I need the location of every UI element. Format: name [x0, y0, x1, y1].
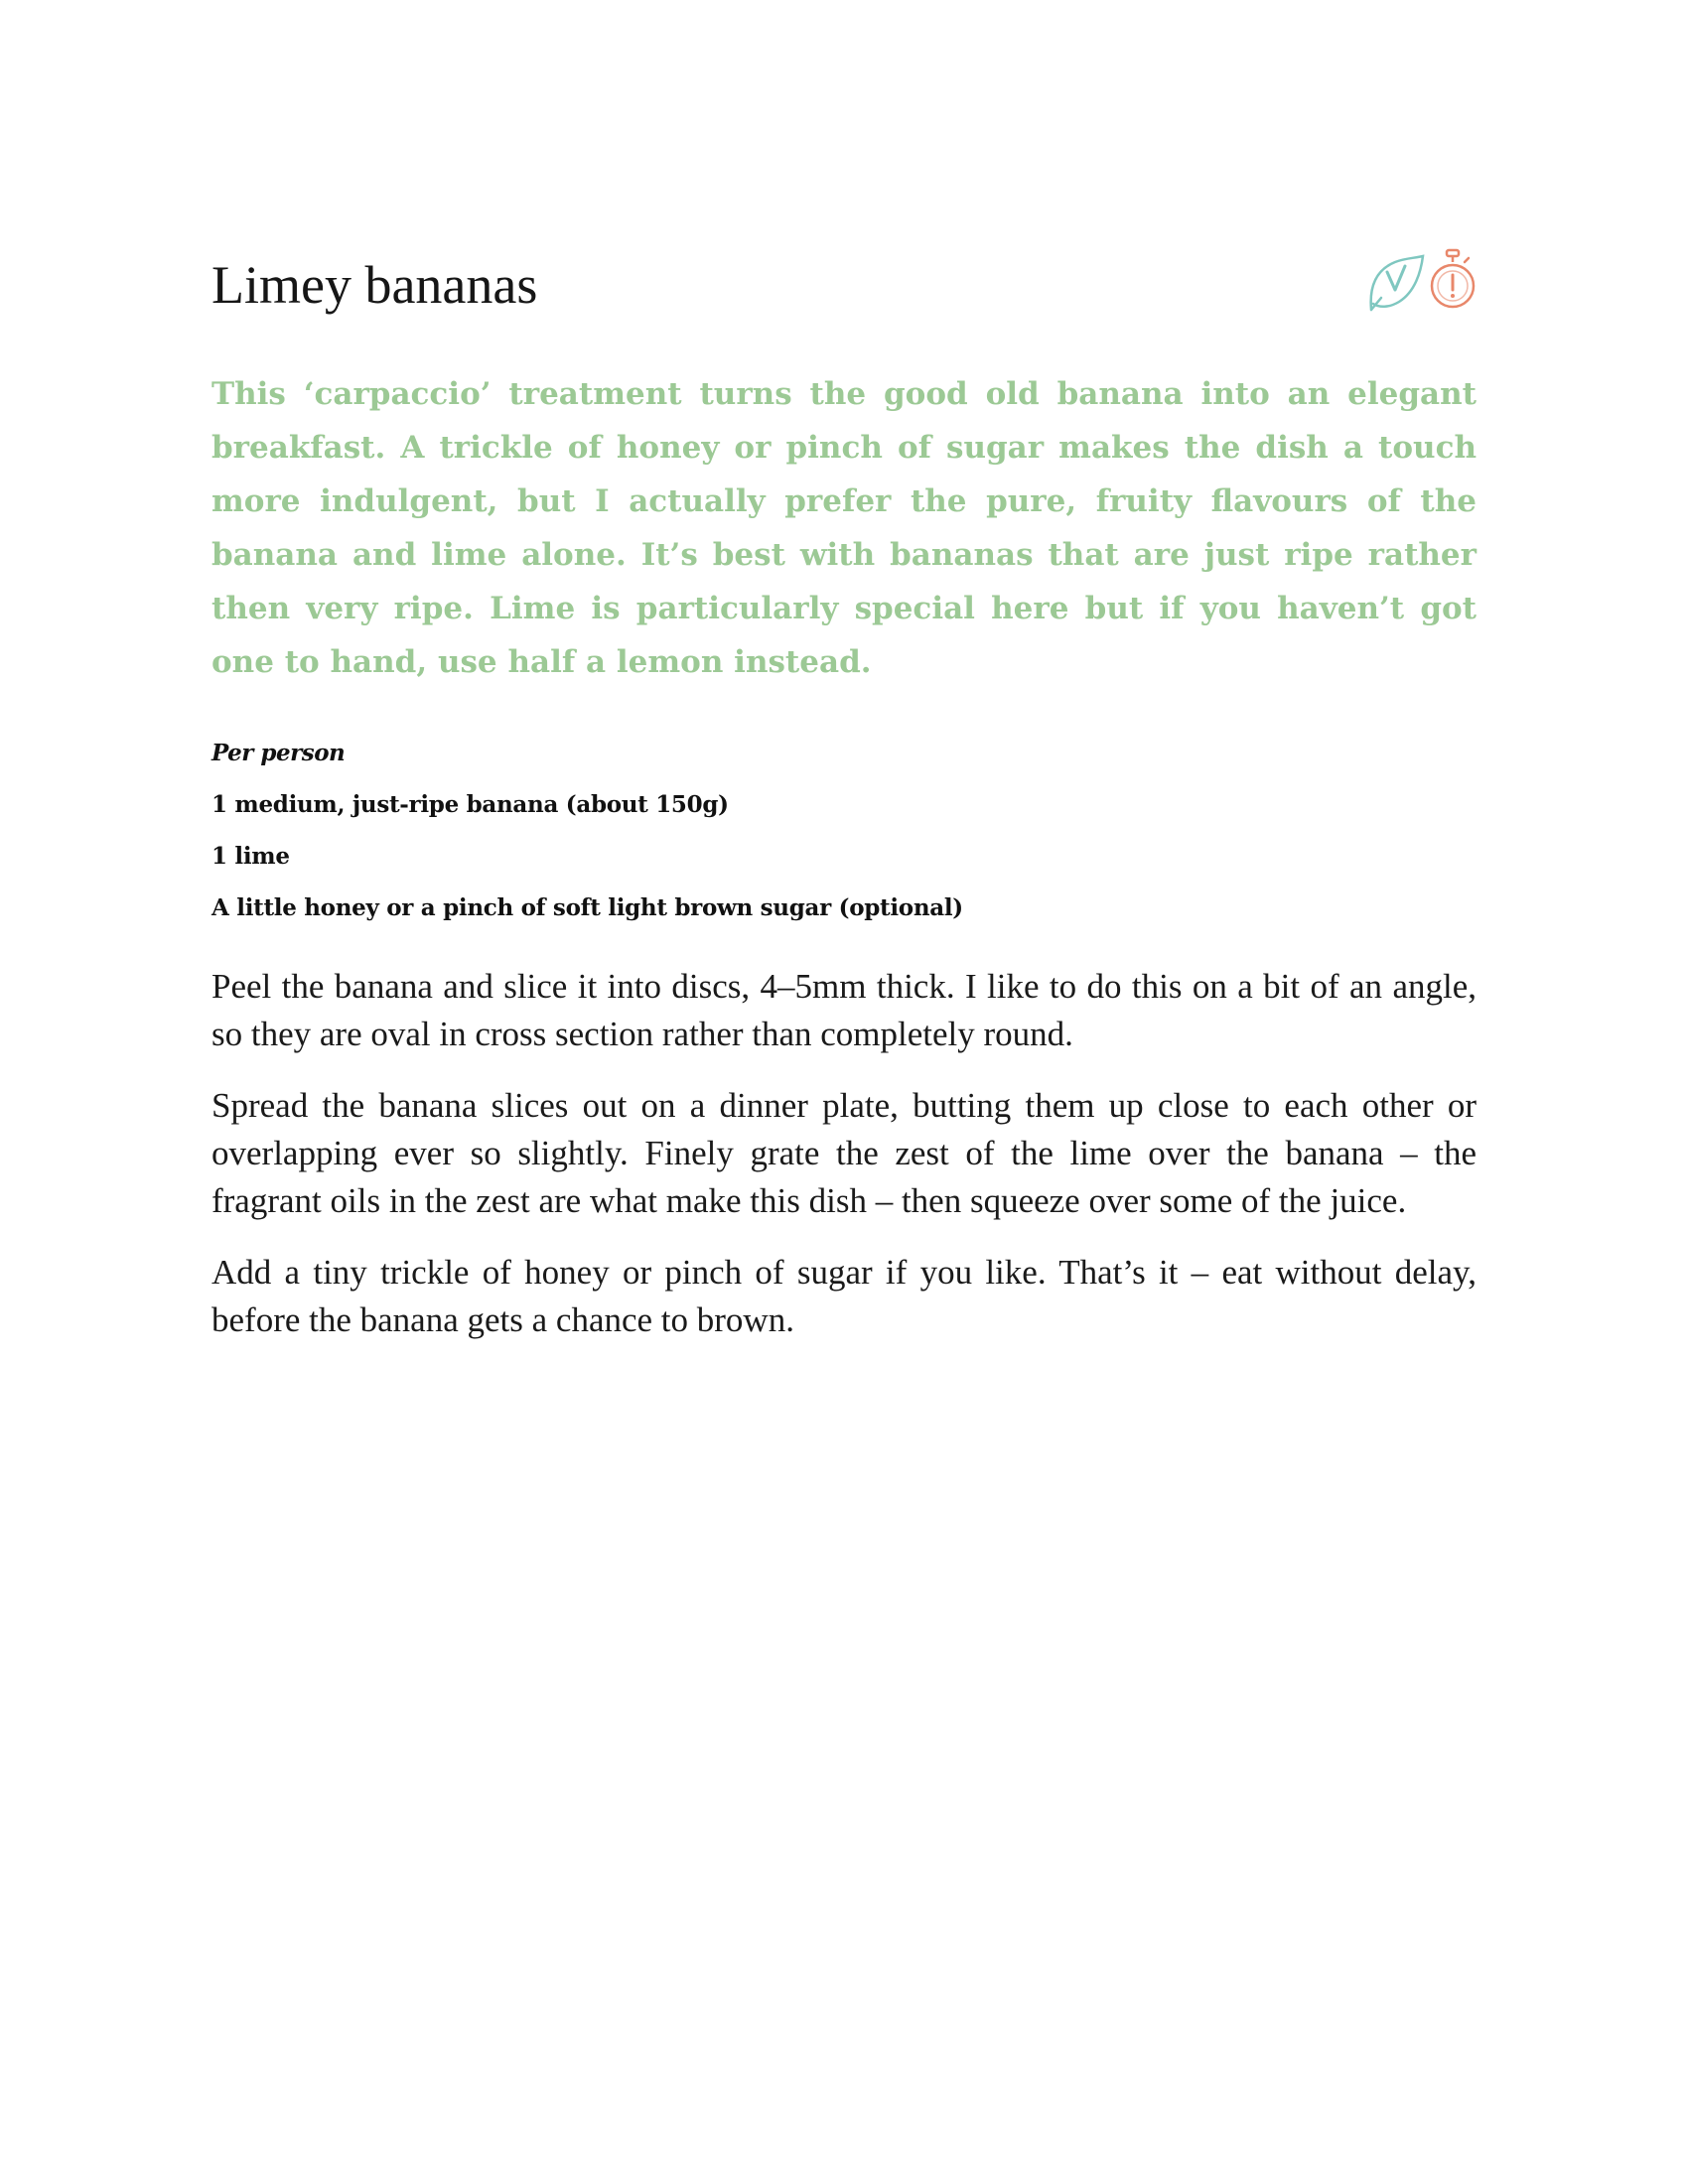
serving-size: Per person: [211, 740, 346, 766]
method-steps: [211, 963, 1477, 1344]
recipe-page: [211, 248, 1477, 1368]
ingredients-list: [211, 739, 1477, 923]
ingredient-item: A little honey or a pinch of soft light brown sugar (optional): [211, 894, 963, 921]
ingredient-item: 1 lime: [211, 843, 290, 870]
vegetarian-leaf-icon: [1365, 252, 1427, 318]
recipe-title: Limey bananas: [211, 255, 538, 315]
method-step: Peel the banana and slice it into discs, 4–5mm thick. I like to do this on a bit of an angle, so they are oval in cross section rather than completely round.: [211, 967, 1477, 1053]
ingredient-item: 1 medium, just-ripe banana (about 150g): [211, 791, 729, 818]
recipe-intro: This ‘carpaccio’ treatment turns the good old banana into an elegant breakfast. A trickle of honey or pinch of sugar makes the dish a touch more indulgent, but I actually prefer the pure, fruity flavours of the banana and lime alone. It’s best with bananas that are just ripe rather then very ripe. Lime is particularly special here but if you haven’t got one to hand, use half a lemon instead.: [211, 376, 1477, 680]
method-step: Spread the banana slices out on a dinner plate, butting them up close to each other or overlapping ever so slightly. Finely grate the zest of the lime over the banana – the fragrant oils in the zest are what make this dish – then squeeze over some of the juice.: [211, 1086, 1477, 1220]
method-step: Add a tiny trickle of honey or pinch of sugar if you like. That’s it – eat without delay, before the banana gets a chance to brown.: [211, 1253, 1477, 1339]
recipe-header: [211, 248, 1477, 328]
recipe-icons: [1365, 248, 1477, 318]
quick-timer-icon: [1429, 248, 1477, 318]
